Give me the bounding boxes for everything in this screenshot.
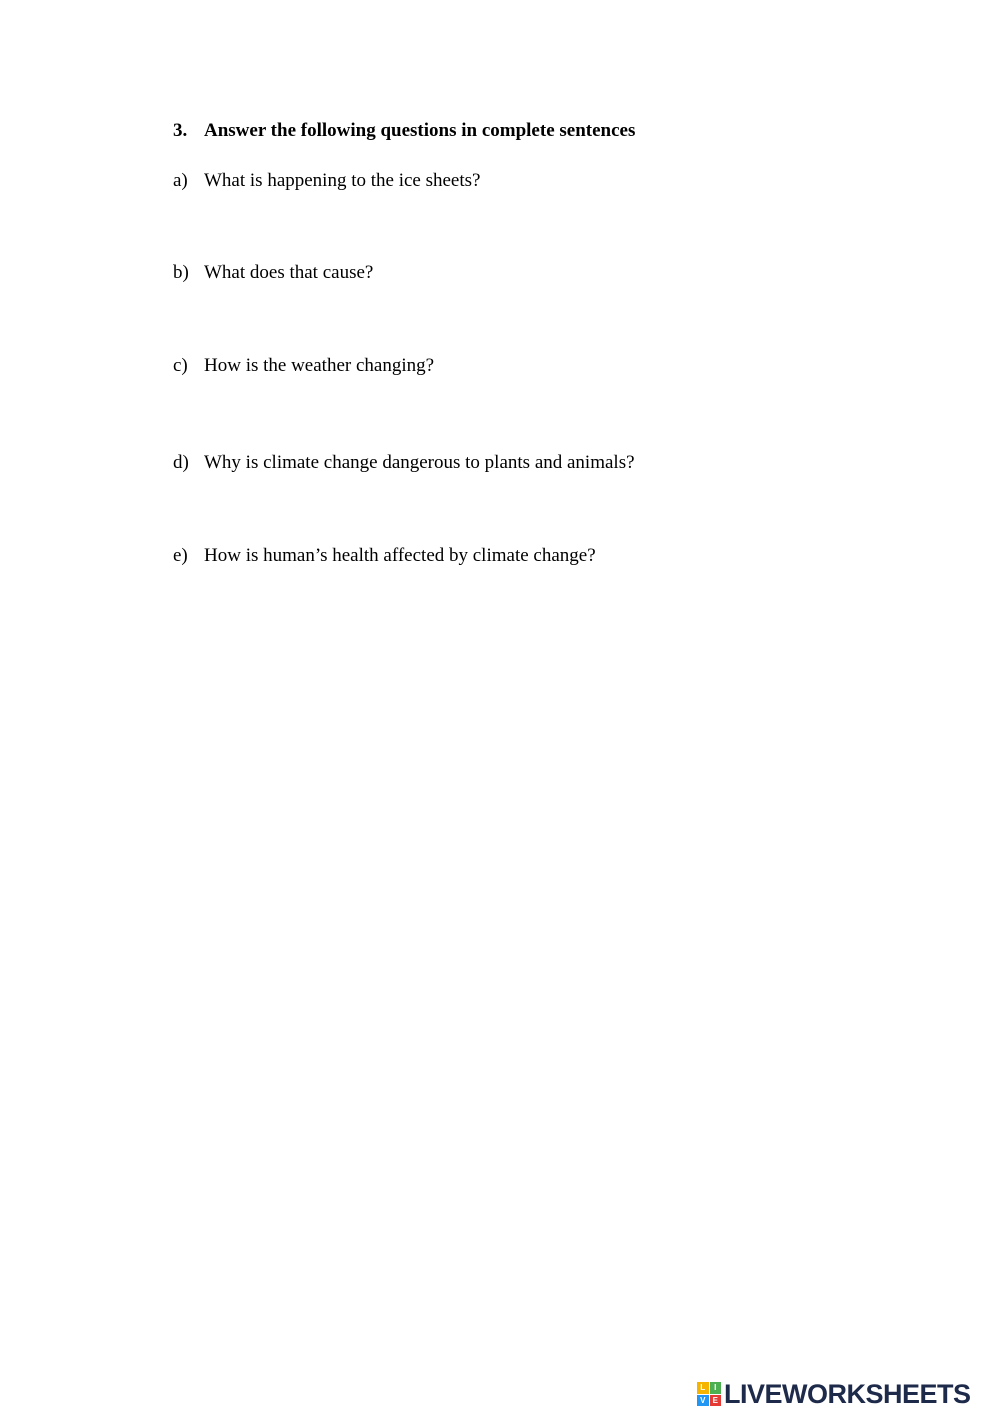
question-e	[173, 545, 596, 567]
logo-text: LIVEWORKSHEETS	[724, 1378, 971, 1409]
section-heading: Answer the following questions in complete sentences	[204, 120, 636, 141]
liveworksheets-logo	[697, 1377, 971, 1411]
question-letter: e)	[173, 545, 188, 566]
question-text: What does that cause?	[204, 262, 374, 283]
question-letter: c)	[173, 355, 188, 376]
question-letter: b)	[173, 262, 189, 283]
question-b	[173, 262, 373, 284]
question-text: How is the weather changing?	[204, 355, 435, 376]
question-c	[173, 355, 434, 377]
section-title	[173, 120, 635, 142]
question-text: How is human’s health affected by climate change?	[204, 545, 596, 566]
section-number: 3.	[173, 120, 188, 141]
question-d	[173, 452, 635, 474]
question-text: What is happening to the ice sheets?	[204, 170, 481, 191]
question-letter: a)	[173, 170, 188, 191]
question-a	[173, 170, 480, 192]
question-text: Why is climate change dangerous to plants and animals?	[204, 452, 635, 473]
logo-mark-icon: L I V E	[697, 1382, 721, 1406]
question-letter: d)	[173, 452, 189, 473]
